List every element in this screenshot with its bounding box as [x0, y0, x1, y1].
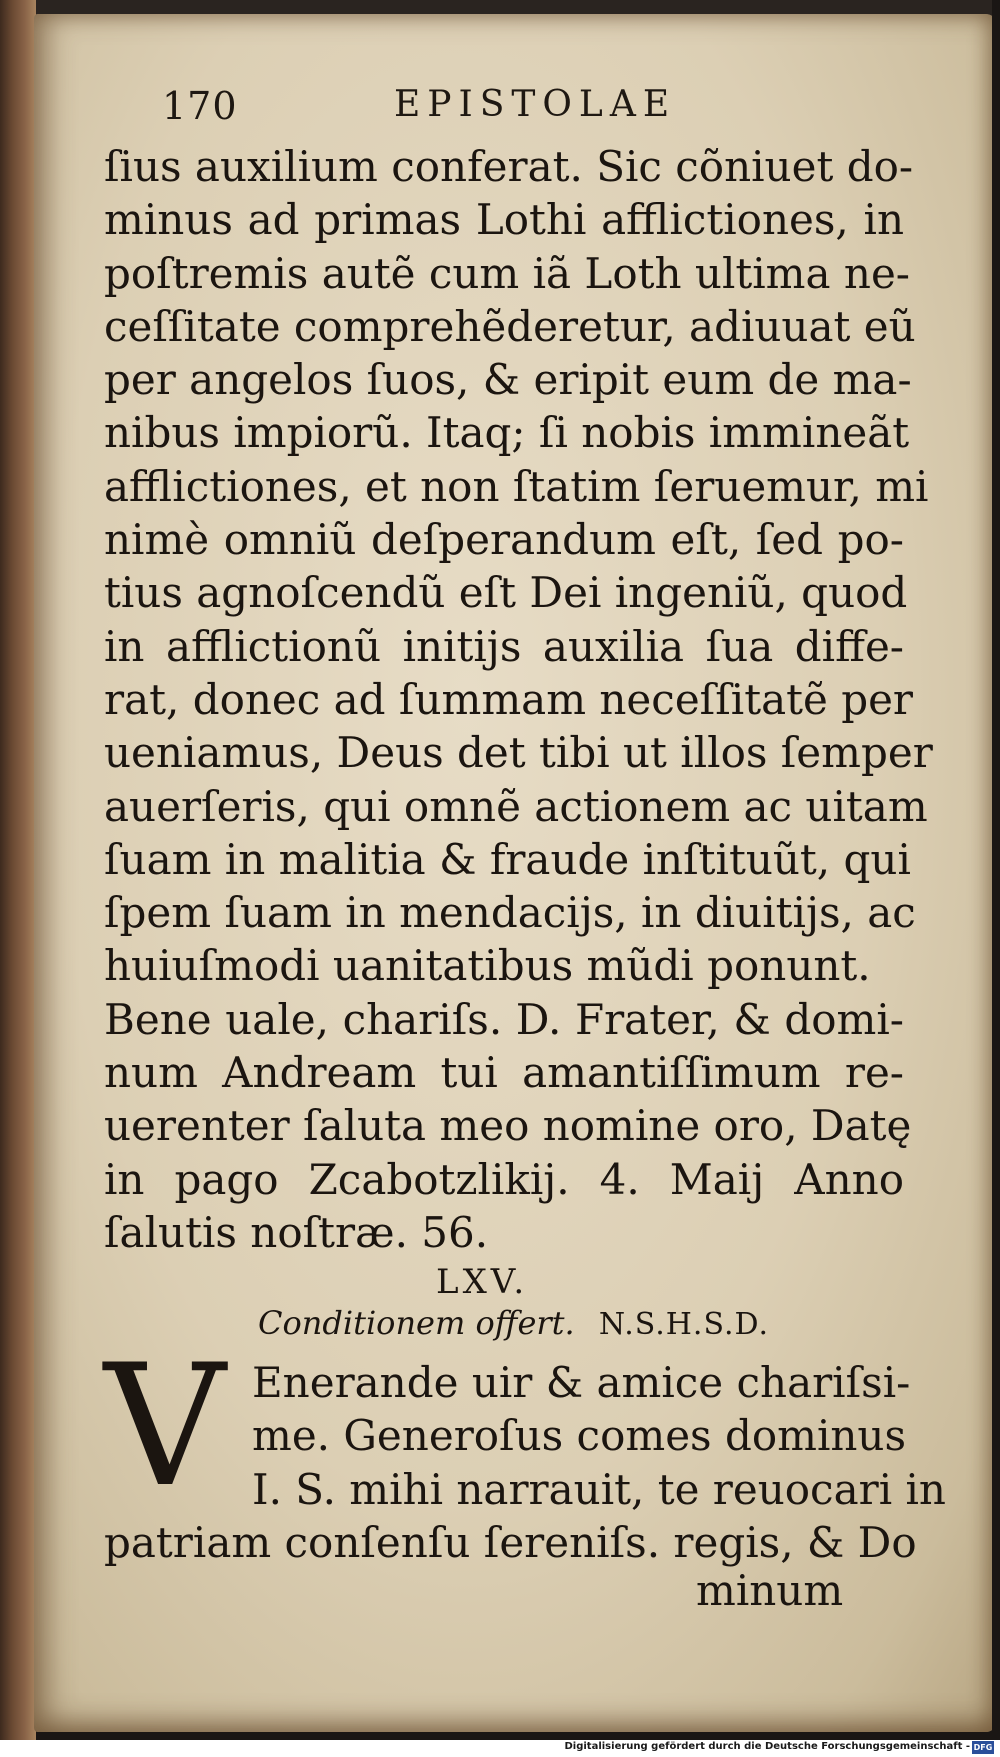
dfg-logo: DFG [973, 1743, 993, 1752]
text-line: in pago Zcabotzlikij. 4. Maij Anno [104, 1154, 904, 1204]
text-line: afflictiones, et non ſtatim ſeruemur, mi [104, 461, 929, 511]
footer-credit: Digitalisierung gefördert durch die Deutsche Forschungsgemeinschaft - [564, 1741, 970, 1752]
text-line: Bene uale, chariſs. D. Frater, & domi- [104, 994, 904, 1044]
text-line: tius agnoſcendũ eſt Dei ingeniũ, quod [104, 568, 908, 618]
text-line: nibus impiorũ. Itaq; ſi nobis immineãt [104, 408, 910, 458]
letter-number: LXV. [436, 1262, 529, 1302]
letter-opening-text [104, 1328, 946, 1569]
text-line: poſtremis autẽ cum iã Loth ultima ne- [104, 248, 910, 298]
text-line: in afflictionũ initijs auxilia ſua diffe- [104, 621, 904, 671]
drop-cap-initial: V [104, 1328, 226, 1524]
text-line: me. Generoſus comes dominus [252, 1411, 907, 1461]
running-title: EPISTOLAE [394, 84, 677, 125]
page-number: 170 [162, 84, 238, 128]
catchword: minum [696, 1566, 844, 1615]
letter-initials: N.S.H.S.D. [598, 1307, 769, 1342]
text-line: per angelos ſuos, & eripit eum de ma- [104, 355, 912, 405]
text-line: minus ad primas Lothi afflictiones, in [104, 195, 904, 245]
letter-body-text [104, 140, 933, 1259]
page-header [162, 84, 762, 144]
text-line: auerſeris, qui omnẽ actionem ac uitam [104, 781, 928, 831]
text-line: ſpem ſuam in mendacijs, in diuitijs, ac [104, 888, 916, 938]
text-line: ſius auxilium conferat. Sic cõniuet do- [104, 142, 914, 191]
text-line: I. S. mihi narrauit, te reuocari in [252, 1464, 946, 1514]
text-line: ſuam in malitia & fraude inſtituũt, qui [104, 834, 911, 884]
text-line: nimè omniũ deſperandum eſt, ſed po- [104, 515, 904, 565]
text-line: ueniamus, Deus det tibi ut illos ſemper [104, 728, 933, 778]
text-line: uerenter ſaluta meo nomine oro, Datę [104, 1101, 912, 1151]
letter-subject: Conditionem offert. [258, 1304, 575, 1342]
text-line: num Andream tui amantiſſimum re- [104, 1048, 904, 1098]
text-line: huiuſmodi uanitatibus mũdi ponunt. [104, 941, 871, 991]
letter-heading [258, 1304, 858, 1342]
book-spine-edge [0, 0, 36, 1740]
scan-right-border [992, 0, 1000, 1740]
text-line: rat, donec ad ſummam neceſſitatẽ per [104, 674, 914, 724]
text-line: ceſſitate comprehẽderetur, adiuuat eũ [104, 301, 916, 351]
text-line: patriam conſenſu ſereniſs. regis, & Do [104, 1517, 917, 1567]
text-line: Enerande uir & amice chariſsi- [252, 1358, 911, 1407]
text-line: ſalutis noſtræ. 56. [104, 1207, 489, 1257]
